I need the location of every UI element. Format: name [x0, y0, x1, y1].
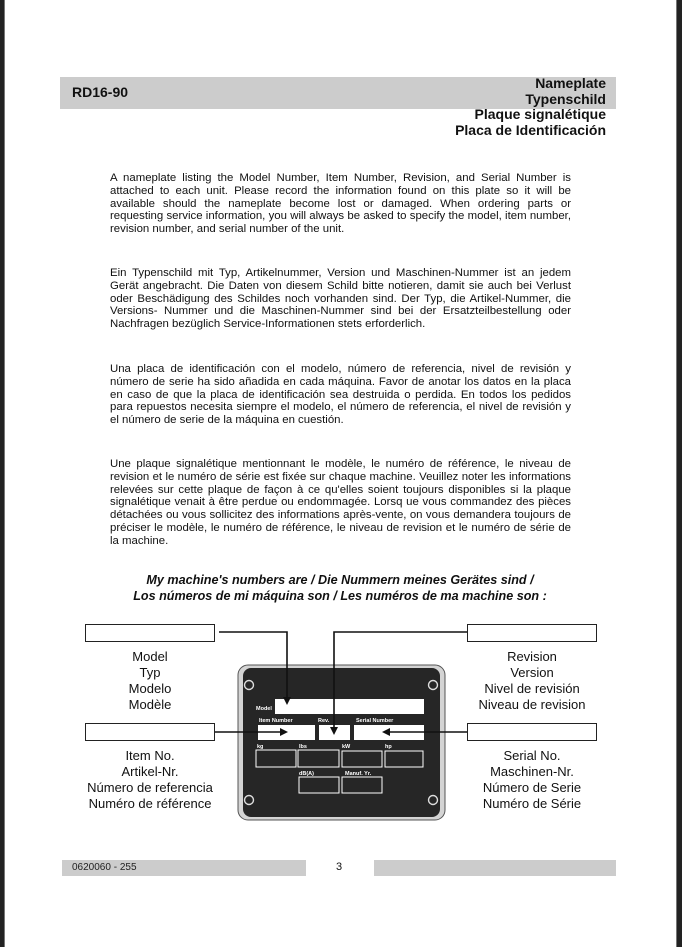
svg-text:Manuf. Yr.: Manuf. Yr. — [345, 771, 372, 777]
serial-label-es: Número de Serie — [482, 780, 582, 795]
record-heading-line1: My machine's numbers are / Die Nummern meines Gerätes sind / — [146, 573, 534, 587]
title-fr: Plaque signalétique — [474, 106, 606, 122]
paragraph-french: Une plaque signalétique mentionnant le modèle, le numéro de référence, le niveau de revision et le numéro de série est fixée sur chaque machine. Veuillez noter les informations relevées sur cette plaque de façon à ce qu'elles soient toujours disponibles si la plaque signalétique venait à être perdue ou endommagée. Lorsq ue vous commandez des pièces détachées ou vous sollicitez des informations après-vente, on vous demandera toujours de préciser le modèle, le numéro de référence, le niveau de revision et le numéro de série de la machine. — [110, 458, 571, 547]
paragraph-german: Ein Typenschild mit Typ, Artikelnummer, Version und Maschinen-Nummer ist an jedem Gerät angebracht. Die Daten von diesem Schild bitte notieren, damit sie auch bei Verlust oder Beschädigung des Schildes noch vorhanden sind. Der Typ, die Artikel-Nummer, die Versions- Nummer und die Maschinen-Nummer sind bei der Ersatzteilbestellung oder Nachfragen bezüglich Service-Informationen stets erforderlich. — [110, 267, 571, 331]
model-label-en: Model — [132, 649, 168, 664]
paragraph-spanish: Una placa de identificación con el modelo, número de referencia, nivel de revisión y número de serie ha sido añadida en cada máquina. Favor de anotar los datos en la placa en caso de que la placa de identificación sea destruida o perdida. En todos los pedidos para repuestos necesita siempre el modelo, el número de referencia, el nivel de revisión y el número de serie de la máquina en cuestión. — [110, 363, 571, 427]
footer-doc-band — [62, 860, 306, 876]
footer-doc-number: 0620060 - 255 — [72, 862, 137, 873]
footer-right-band — [374, 860, 616, 876]
serial-label-de: Maschinen-Nr. — [490, 764, 574, 779]
page-number: 3 — [336, 861, 343, 873]
document-code: RD16-90 — [72, 84, 129, 100]
record-heading-line2: Los números de mi máquina son / Les numéros de ma machine son : — [133, 588, 547, 603]
svg-text:Model: Model — [256, 706, 272, 712]
item-label-fr: Numéro de référence — [88, 796, 212, 811]
model-label-fr: Modèle — [128, 697, 172, 712]
paragraph-english: A nameplate listing the Model Number, Item Number, Revision, and Serial Number is attached to each unit. Please record the information found on this plate so it will be available should the nameplate become lost or damaged. When ordering parts or requesting service information, you will always be asked to specify the model, item number, revision number, and serial number of the unit. — [110, 172, 571, 236]
revision-label-fr: Niveau de revision — [478, 697, 586, 712]
serial-label-fr: Numéro de Série — [482, 796, 582, 811]
svg-text:Rev.: Rev. — [318, 718, 330, 724]
svg-text:kg: kg — [257, 744, 264, 750]
item-label-en: Item No. — [125, 748, 175, 763]
item-label-de: Artikel-Nr. — [121, 764, 179, 779]
svg-text:kW: kW — [342, 744, 351, 750]
svg-text:lbs: lbs — [299, 744, 307, 750]
revision-label-en: Revision — [507, 649, 557, 664]
svg-text:Serial Number: Serial Number — [356, 718, 394, 724]
svg-text:hp: hp — [385, 744, 392, 750]
svg-text:Item Number: Item Number — [259, 718, 293, 724]
title-en: Nameplate — [535, 75, 606, 91]
item-label-es: Número de referencia — [87, 780, 213, 795]
model-label-de: Typ — [139, 665, 161, 680]
title-es: Placa de Identificación — [455, 121, 606, 138]
svg-text:dB(A): dB(A) — [299, 771, 314, 777]
revision-label-es: Nivel de revisión — [484, 681, 580, 696]
title-de: Typenschild — [525, 90, 606, 107]
serial-label-en: Serial No. — [503, 748, 561, 763]
model-label-es: Modelo — [128, 681, 172, 696]
revision-label-de: Version — [510, 665, 554, 680]
